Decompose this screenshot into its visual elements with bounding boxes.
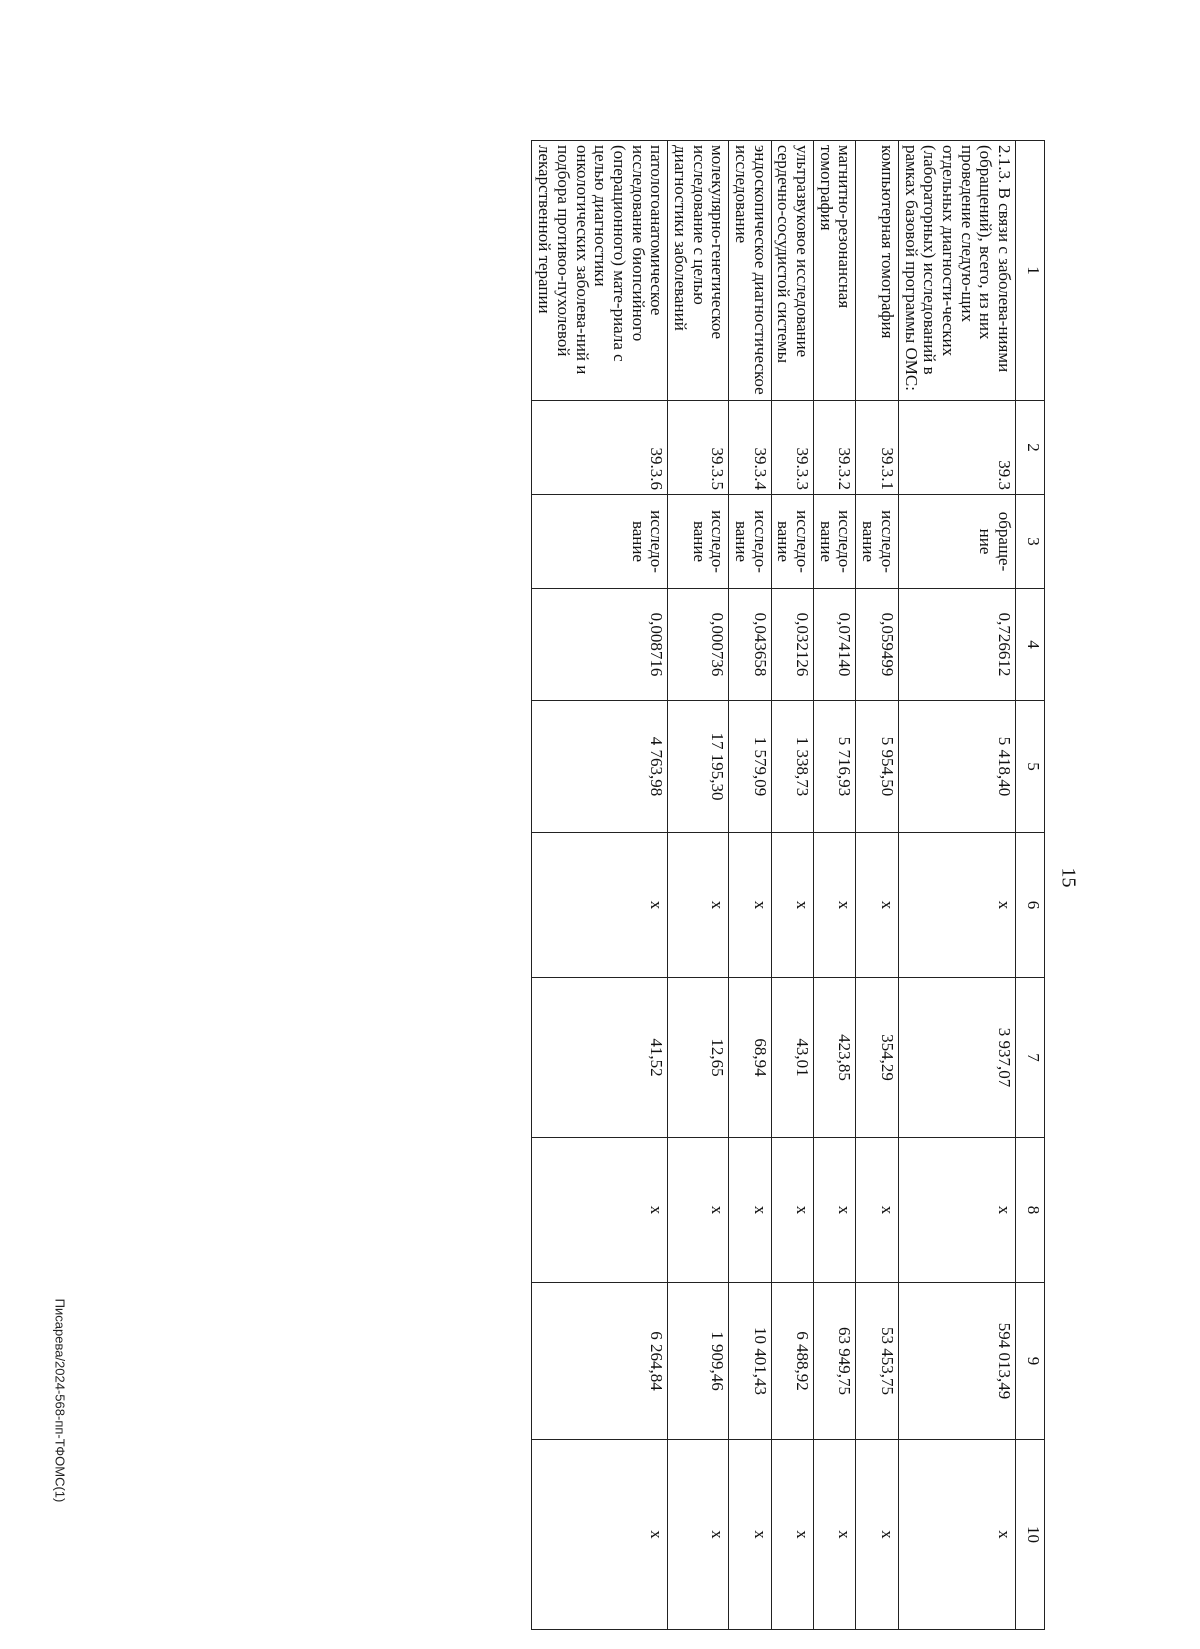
row-code: 39.3.2 [814,401,856,495]
row-col9: 10 401,43 [729,1283,771,1440]
row-name: патологоанатомическое исследование биопсийного (операционного) мате-риала с целью диагностики онкологических заболева-ний и подбора противоо-пухолевой лекарственной терапии [532,141,668,401]
header-cell: 7 [1016,978,1045,1138]
table-row [532,141,668,1630]
row-unit: исследо-вание [668,495,729,589]
row-col6: х [729,833,771,978]
row-col7: 3 937,07 [898,978,1015,1138]
header-cell: 4 [1016,589,1045,701]
row-col6: х [668,833,729,978]
row-name: молекулярно-генетическое исследование с целью диагностики заболеваний [668,141,729,401]
row-col9: 53 453,75 [856,1283,898,1440]
row-col8: х [814,1138,856,1283]
row-code: 39.3.6 [532,401,668,495]
header-cell: 2 [1016,401,1045,495]
row-code: 39.3.4 [729,401,771,495]
row-code: 39.3.3 [771,401,813,495]
row-col7: 43,01 [771,978,813,1138]
tariff-table [532,140,1046,1630]
row-col5: 17 195,30 [668,701,729,833]
row-name: 2.1.3. В связи с заболева-ниями (обращений), всего, из них проведение следую-щих отдельных диагности-ческих (лабораторных) исследований в рамках базовой программы ОМС: [898,141,1015,401]
row-col7: 423,85 [814,978,856,1138]
row-col6: х [856,833,898,978]
header-cell: 8 [1016,1138,1045,1283]
row-col10: х [668,1440,729,1630]
row-name: компьютерная томография [856,141,898,401]
row-col7: 354,29 [856,978,898,1138]
row-col8: х [532,1138,668,1283]
row-unit: исследо-вание [814,495,856,589]
row-col7: 68,94 [729,978,771,1138]
page-number: 15 [1057,867,1080,888]
row-col5: 5 418,40 [898,701,1015,833]
row-col4: 0,000736 [668,589,729,701]
header-cell: 9 [1016,1283,1045,1440]
row-col9: 63 949,75 [814,1283,856,1440]
row-col5: 5 954,50 [856,701,898,833]
row-col5: 1 579,09 [729,701,771,833]
row-col6: х [898,833,1015,978]
row-unit: исследо-вание [729,495,771,589]
rotated-table-holder [180,140,1045,1629]
footer-note: Писарева/2024-568-пп-ТФОМС(1) [52,1298,68,1503]
row-col9: 6 264,84 [532,1283,668,1440]
row-col10: х [729,1440,771,1630]
table-row [771,141,813,1630]
row-col4: 0,032126 [771,589,813,701]
row-col7: 12,65 [668,978,729,1138]
row-code: 39.3.1 [856,401,898,495]
header-cell: 1 [1016,141,1045,401]
row-col7: 41,52 [532,978,668,1138]
row-col4: 0,726612 [898,589,1015,701]
table-row [898,141,1015,1630]
row-col9: 1 909,46 [668,1283,729,1440]
table-row [668,141,729,1630]
row-unit: исследо-вание [532,495,668,589]
row-unit: исследо-вание [771,495,813,589]
row-col8: х [856,1138,898,1283]
row-name: ультразвуковое исследование сердечно-сосудистой системы [771,141,813,401]
row-col10: х [814,1440,856,1630]
row-col9: 594 013,49 [898,1283,1015,1440]
row-col10: х [898,1440,1015,1630]
table-row [729,141,771,1630]
row-unit: исследо-вание [856,495,898,589]
row-col8: х [898,1138,1015,1283]
row-col10: х [856,1440,898,1630]
row-col6: х [814,833,856,978]
table-row [856,141,898,1630]
row-col5: 1 338,73 [771,701,813,833]
row-name: магнитно-резонансная томография [814,141,856,401]
row-col4: 0,043658 [729,589,771,701]
row-col10: х [532,1440,668,1630]
row-col4: 0,074140 [814,589,856,701]
row-col4: 0,008716 [532,589,668,701]
row-code: 39.3 [898,401,1015,495]
row-unit: обраще-ние [898,495,1015,589]
row-col8: х [771,1138,813,1283]
row-name: эндоскопическое диагностическое исследование [729,141,771,401]
row-col8: х [729,1138,771,1283]
row-col9: 6 488,92 [771,1283,813,1440]
table-row [814,141,856,1630]
header-cell: 5 [1016,701,1045,833]
header-row [1016,141,1045,1630]
row-col4: 0,059499 [856,589,898,701]
header-cell: 10 [1016,1440,1045,1630]
row-col10: х [771,1440,813,1630]
row-code: 39.3.5 [668,401,729,495]
row-col8: х [668,1138,729,1283]
row-col5: 5 716,93 [814,701,856,833]
row-col6: х [532,833,668,978]
header-cell: 6 [1016,833,1045,978]
rotated-table-content [180,140,1045,1629]
row-col5: 4 763,98 [532,701,668,833]
header-cell: 3 [1016,495,1045,589]
row-col6: х [771,833,813,978]
